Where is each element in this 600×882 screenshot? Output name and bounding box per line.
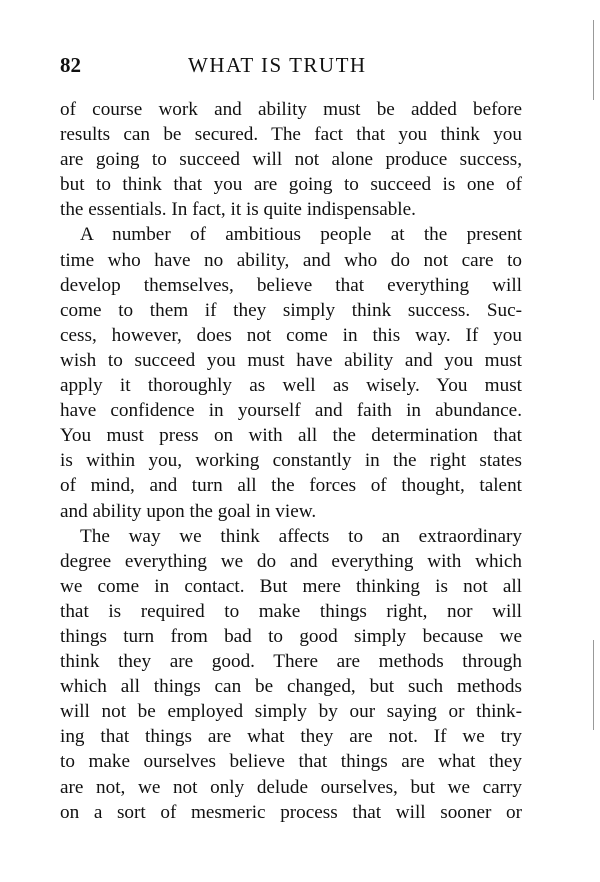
text-line: and ability upon the goal in view.	[60, 500, 317, 522]
text-line: A number of ambitious people at the present	[80, 224, 522, 246]
text-line: on a sort of mesmeric process that will sooner or	[60, 801, 522, 823]
text-line: time who have no ability, and who do not care to	[60, 249, 522, 271]
text-line: of mind, and turn all the forces of thought, talent	[60, 475, 522, 497]
text-line: the essentials. In fact, it is quite indispensable.	[60, 199, 416, 221]
paragraph	[60, 524, 522, 825]
text-line: The way we think affects to an extraordinary	[80, 525, 522, 547]
text-line: to make ourselves believe that things are what they	[60, 751, 522, 773]
text-line: You must press on with all the determination that	[60, 425, 522, 447]
text-line: ing that things are what they are not. If we try	[60, 726, 522, 748]
text-line: that is required to make things right, nor will	[60, 600, 522, 622]
text-line: will not be employed simply by our saying or think-	[60, 701, 522, 723]
text-line: is within you, working constantly in the right states	[60, 450, 522, 472]
text-line: results can be secured. The fact that you think you	[60, 124, 522, 146]
text-line: think they are good. There are methods through	[60, 651, 522, 673]
page-number: 82	[60, 53, 81, 77]
page-body-text	[60, 97, 522, 825]
text-line: are not, we not only delude ourselves, but we carry	[60, 776, 522, 798]
page-header	[60, 53, 522, 81]
text-line: have confidence in yourself and faith in abundance.	[60, 400, 522, 422]
text-line: wish to succeed you must have ability and you must	[60, 349, 522, 371]
text-line: we come in contact. But mere thinking is not all	[60, 575, 522, 597]
page-edge-mark	[593, 640, 594, 730]
text-line: develop themselves, believe that everything will	[60, 274, 522, 296]
text-line: degree everything we do and everything with which	[60, 550, 522, 572]
text-line: but to think that you are going to succeed is one of	[60, 174, 522, 196]
paragraph	[60, 222, 522, 523]
text-line: of course work and ability must be added before	[60, 99, 522, 120]
text-line: cess, however, does not come in this way. If you	[60, 324, 522, 346]
text-line: which all things can be changed, but such methods	[60, 676, 522, 698]
running-title: WHAT IS TRUTH	[188, 53, 367, 77]
text-line: are going to succeed will not alone produce success,	[60, 149, 522, 171]
text-line: come to them if they simply think success. Suc-	[60, 299, 522, 321]
page-edge-mark	[593, 20, 594, 100]
text-line: apply it thoroughly as well as wisely. You must	[60, 375, 522, 397]
paragraph	[60, 97, 522, 222]
text-line: things turn from bad to good simply because we	[60, 625, 522, 647]
